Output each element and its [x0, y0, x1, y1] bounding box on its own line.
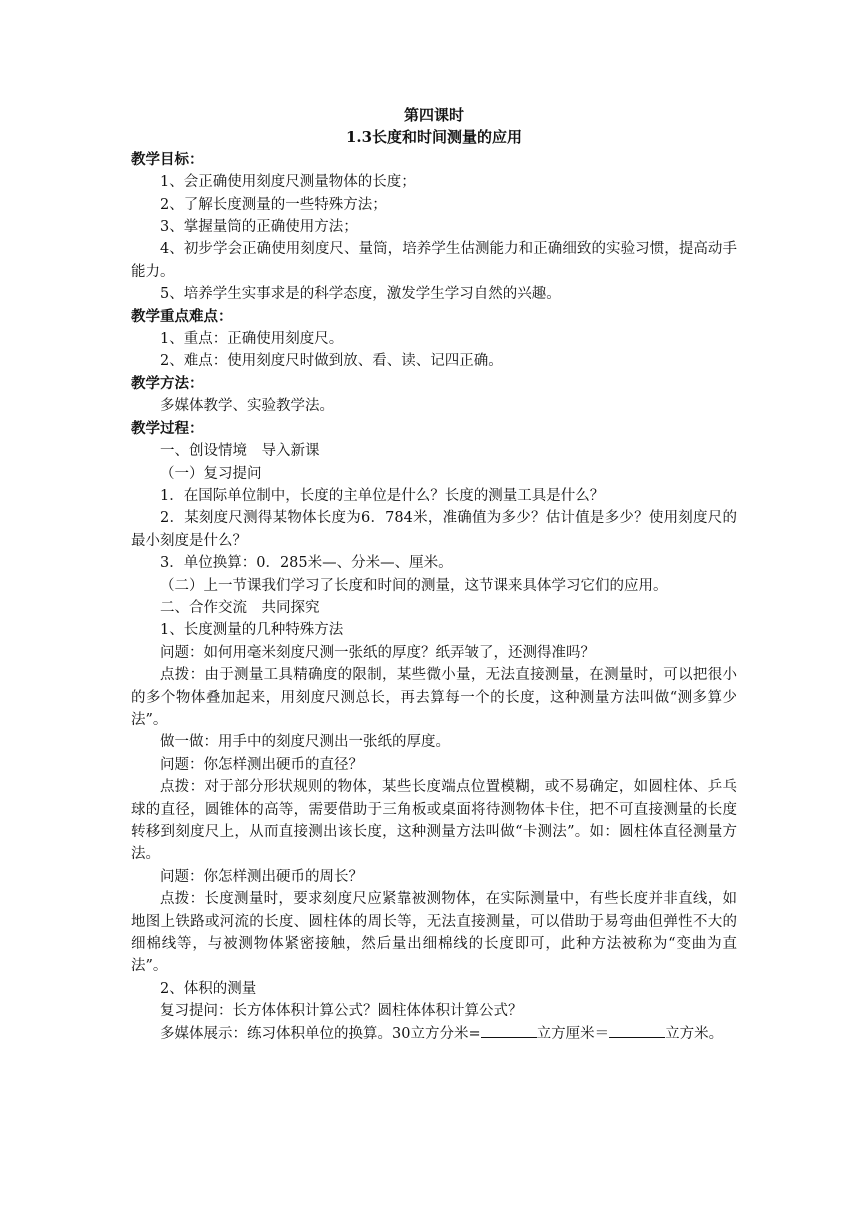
process-paragraph: 问题：如何用毫米刻度尺测一张纸的厚度？纸弄皱了，还测得准吗？ — [160, 644, 595, 661]
goal-item: 3、掌握量筒的正确使用方法； — [160, 219, 358, 236]
key-item: 2、难点：使用刻度尺时做到放、看、读、记四正确。 — [160, 353, 503, 370]
process-paragraph: 问题：你怎样测出硬币的直径？ — [160, 756, 363, 773]
method-text: 多媒体教学、实验教学法。 — [160, 398, 334, 415]
process-paragraph: （一）复习提问 — [160, 465, 262, 482]
process-paragraph: 点拨：由于测量工具精确度的限制，某些微小量，无法直接测量，在测量时，可以把很小的多个物体叠加起来，用刻度尺测总长，再去算每一个的长度，这种测量方法叫做“测多算少法”。 — [131, 667, 737, 728]
key-heading: 教学重点难点： — [131, 307, 233, 325]
process-paragraph: 点拨：对于部分形状规则的物体，某些长度端点位置模糊，或不易确定，如圆柱体、乒乓球的直径，圆锥体的高等，需要借助于三角板或桌面将待测物体卡住，把不可直接测量的长度转移到刻度尺上，从而直接测出该长度，这种测量方法叫做“卡测法”。如：圆柱体直径测量方法。 — [131, 779, 737, 863]
process-paragraph: 一、创设情境 导入新课 — [160, 443, 320, 460]
goals-heading: 教学目标： — [131, 150, 204, 168]
answer-blank — [481, 1023, 537, 1038]
process-paragraph: 二、合作交流 共同探究 — [160, 599, 320, 616]
volume-conversion-exercise — [131, 1023, 737, 1045]
goal-item: 1、会正确使用刻度尺测量物体的长度； — [160, 174, 416, 191]
answer-blank — [609, 1023, 665, 1038]
goal-item: 5、培养学生实事求是的科学态度，激发学生学习自然的兴趣。 — [160, 286, 561, 303]
process-paragraph: 问题：你怎样测出硬币的周长？ — [160, 868, 363, 885]
process-paragraph: （二）上一节课我们学习了长度和时间的测量，这节课来具体学习它们的应用。 — [160, 577, 668, 594]
process-paragraph: 3．单位换算：0．285米—、分米—、厘米。 — [160, 555, 453, 572]
method-heading: 教学方法： — [131, 374, 204, 392]
process-paragraph: 复习提问：长方体体积计算公式？圆柱体体积计算公式？ — [160, 1003, 523, 1020]
lesson-title: 第四课时 — [403, 106, 464, 124]
process-heading: 教学过程： — [131, 419, 204, 437]
goal-item: 2、了解长度测量的一些特殊方法； — [160, 196, 387, 213]
exercise-text-b: 立方厘米＝ — [536, 1025, 610, 1042]
document-page — [131, 104, 737, 1045]
goal-item: 4、初步学会正确使用刻度尺、量筒，培养学生估测能力和正确细致的实验习惯，提高动手能力。 — [131, 241, 737, 280]
key-item: 1、重点：正确使用刻度尺。 — [160, 331, 344, 348]
process-paragraph: 1、长度测量的几种特殊方法 — [160, 622, 344, 639]
process-paragraph: 2．某刻度尺测得某物体长度为6．784米，准确值为多少？估计值是多少？使用刻度尺的最小刻度是什么？ — [131, 510, 737, 549]
process-paragraph: 点拨：长度测量时，要求刻度尺应紧靠被测物体，在实际测量中，有些长度并非直线，如地图上铁路或河流的长度、圆柱体的周长等，无法直接测量，可以借助于易弯曲但弹性不大的细棉线等，与被测物体紧密接触，然后量出细棉线的长度即可，此种方法被称为“变曲为直法”。 — [131, 891, 737, 975]
process-paragraph: 2、体积的测量 — [160, 980, 257, 997]
exercise-text-c: 立方米。 — [665, 1025, 724, 1042]
process-paragraph: 1．在国际单位制中，长度的主单位是什么？长度的测量工具是什么？ — [160, 487, 605, 504]
exercise-text-a: 多媒体展示：练习体积单位的换算。30立方分米= — [160, 1025, 481, 1042]
process-paragraph: 做一做：用手中的刻度尺测出一张纸的厚度。 — [160, 734, 450, 751]
lesson-subtitle: 1.3长度和时间测量的应用 — [345, 128, 523, 147]
